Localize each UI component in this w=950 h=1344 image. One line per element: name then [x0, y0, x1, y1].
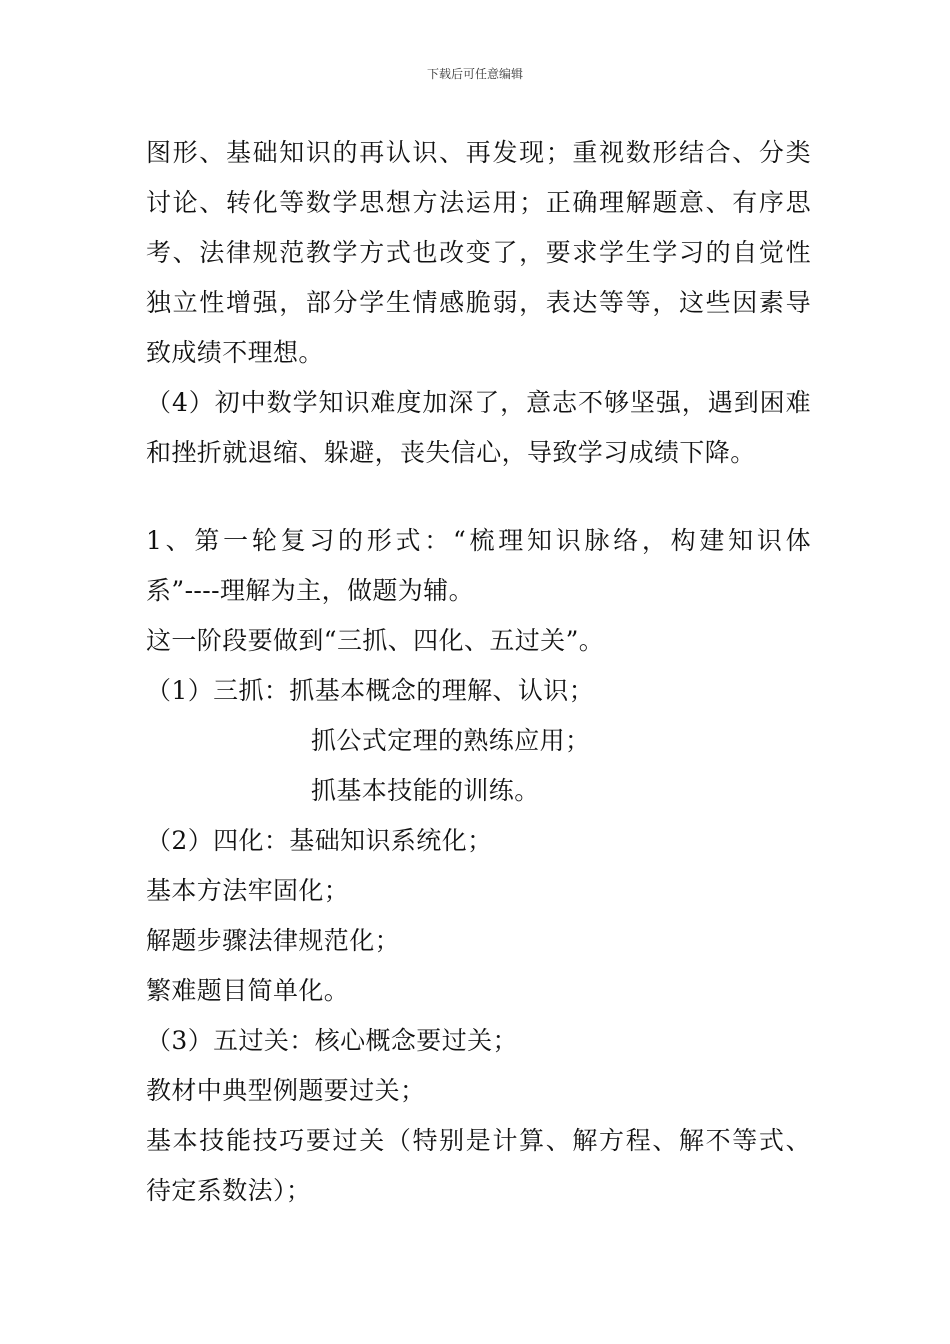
paragraph-line: 和挫折就退缩、躲避，丧失信心，导致学习成绩下降。	[146, 438, 756, 467]
document-body	[146, 128, 811, 1216]
list-item: （3）五过关：核心概念要过关；	[146, 1026, 518, 1055]
list-item: 教材中典型例题要过关；	[146, 1076, 426, 1105]
paragraph-line: 讨论、转化等数学思想方法运用；正确理解题意、有序思	[146, 188, 811, 217]
section-heading-line: 1、第一轮复习的形式：“梳理知识脉络，构建知识体	[146, 526, 811, 555]
section-heading-line: 系”----理解为主，做题为辅。	[146, 576, 474, 605]
page-header: 下载后可任意编辑	[426, 67, 523, 81]
paragraph-line: 图形、基础知识的再认识、再发现；重视数形结合、分类	[146, 138, 811, 167]
list-item: 基本方法牢固化；	[146, 876, 350, 905]
list-item: （2）四化：基础知识系统化；	[146, 826, 493, 855]
section-1	[146, 516, 811, 1216]
five-pass-list	[146, 1016, 811, 1216]
paragraph-line: 独立性增强，部分学生情感脆弱，表达等等，这些因素导	[146, 288, 811, 317]
paragraph-line: 致成绩不理想。	[146, 338, 324, 367]
list-item: 繁难题目简单化。	[146, 976, 350, 1005]
blank-spacer	[146, 478, 811, 516]
four-ize-list	[146, 816, 811, 1016]
section-intro: 这一阶段要做到“三抓、四化、五过关”。	[146, 626, 605, 655]
list-item: 解题步骤法律规范化；	[146, 926, 401, 955]
three-grasp-list	[146, 666, 811, 816]
paragraph-line: 考、法律规范教学方式也改变了，要求学生学习的自觉性	[146, 238, 811, 267]
list-item: 基本技能技巧要过关（特别是计算、解方程、解不等式、	[146, 1126, 811, 1155]
list-item: 抓基本技能的训练。	[311, 776, 540, 805]
list-item: （1）三抓：抓基本概念的理解、认识；	[146, 676, 595, 705]
list-item: 抓公式定理的熟练应用；	[311, 726, 591, 755]
list-item: 待定系数法）；	[146, 1176, 312, 1205]
paragraph-line: （4）初中数学知识难度加深了，意志不够坚强，遇到困难	[146, 388, 811, 417]
paragraph-2	[146, 378, 811, 478]
paragraph-1	[146, 128, 811, 378]
